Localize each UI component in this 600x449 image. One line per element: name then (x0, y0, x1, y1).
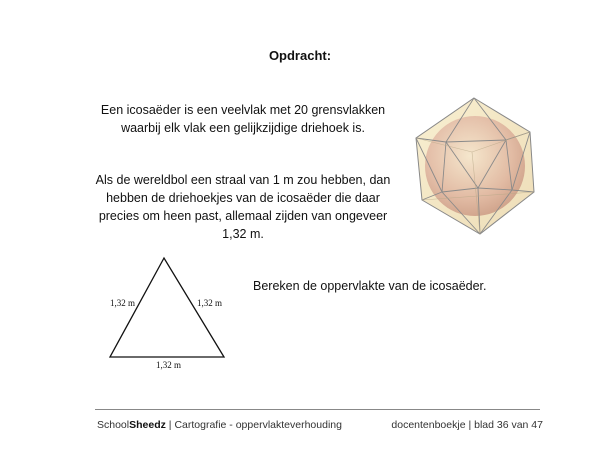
footer-divider (95, 409, 540, 410)
globe-line-3: precies om heen past, allemaal zijden van ongeveer (98, 209, 388, 223)
question-text: Bereken de oppervlakte van de icosaëder. (253, 279, 487, 293)
brand-plain: School (97, 419, 130, 431)
icosahedron-image (402, 92, 552, 242)
brand-bold: Sheedz (129, 419, 166, 431)
globe-line-1: Als de wereldbol een straal van 1 m zou hebben, dan (95, 173, 391, 187)
footer-left (97, 419, 342, 431)
triangle-bottom-label: 1,32 m (156, 360, 182, 370)
footer-subject: | Cartografie - oppervlakteverhouding (168, 419, 342, 431)
page-title: Opdracht: (268, 48, 332, 63)
intro-line-1: Een icosaëder is een veelvlak met 20 grensvlakken (100, 103, 386, 117)
globe-line-2: hebben de driehoekjes van de icosaëder die daar (106, 191, 380, 205)
footer-page-info: docentenboekje | blad 36 van 47 (391, 419, 543, 431)
triangle-right-label: 1,32 m (197, 298, 223, 308)
triangle-left-label: 1,32 m (110, 298, 136, 308)
globe-line-4: 1,32 m. (222, 227, 264, 241)
globe-paragraph (78, 171, 408, 243)
intro-line-2: waarbij elk vlak een gelijkzijdige driehoek is. (121, 121, 365, 135)
intro-paragraph (78, 101, 408, 137)
triangle-diagram (102, 250, 242, 380)
